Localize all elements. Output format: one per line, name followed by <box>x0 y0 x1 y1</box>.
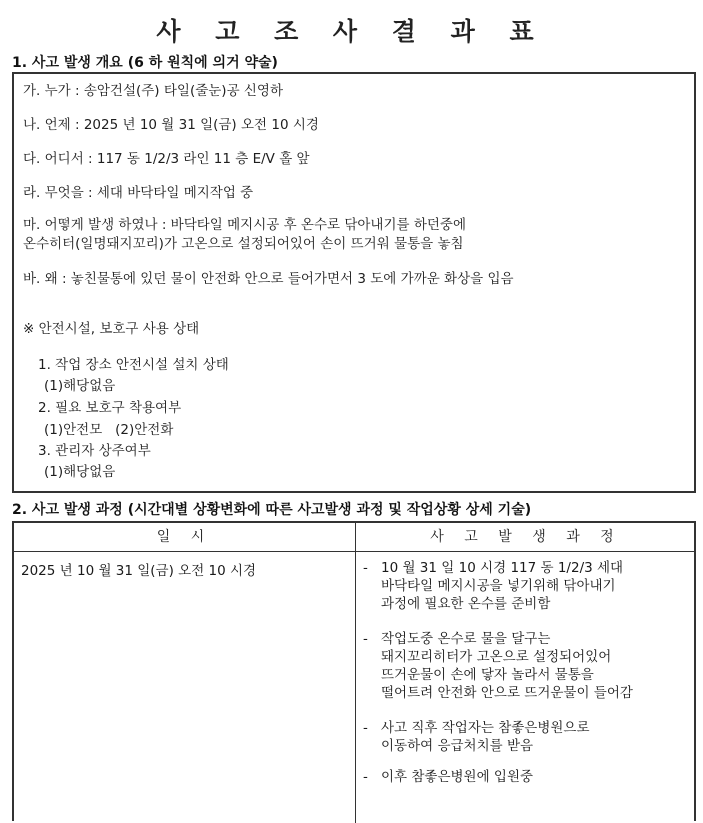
event-item <box>363 719 590 755</box>
overview-when: 나. 언제 : 2025 년 10 월 31 일(금) 오전 10 시경 <box>23 117 319 133</box>
event-item <box>363 768 533 786</box>
event-line: 떨어트려 안전화 안으로 뜨거운물이 들어감 <box>381 685 633 701</box>
safety-item-1: 1. 작업 장소 안전시설 설치 상태 <box>38 357 229 373</box>
process-table <box>12 521 696 821</box>
event-line: 이후 참좋은병원에 입원중 <box>381 769 534 785</box>
event-line: 작업도중 온수로 물을 달구는 <box>381 631 551 647</box>
overview-where: 다. 어디서 : 117 동 1/2/3 라인 11 층 E/V 홀 앞 <box>23 151 310 167</box>
event-item <box>363 630 633 702</box>
section2-heading: 2. 사고 발생 과정 (시간대별 상황변화에 따른 사고발생 과정 및 작업상황 상세 기술) <box>12 502 532 518</box>
safety-item-1-answer: (1)해당없음 <box>44 378 116 394</box>
column-divider <box>355 523 356 823</box>
header-process: 사 고 발 생 과 정 <box>430 529 622 545</box>
bullet-dash: - <box>363 631 368 647</box>
event-line: 이동하여 응급처치를 받음 <box>381 738 534 754</box>
header-time: 일 시 <box>156 529 213 545</box>
overview-how: 마. 어떻게 발생 하였나 : 바닥타일 메지시공 후 온수로 닦아내기를 하던중에 <box>23 217 466 233</box>
bullet-dash: - <box>363 769 368 785</box>
overview-what: 라. 무엇을 : 세대 바닥타일 메지작업 중 <box>23 185 254 201</box>
overview-box <box>12 72 696 493</box>
overview-how-cont: 온수히터(일명돼지꼬리)가 고온으로 설정되어있어 손이 뜨거워 물통을 놓침 <box>23 236 464 252</box>
event-line: 돼지꼬리히터가 고온으로 설정되어있어 <box>381 649 612 665</box>
safety-item-2: 2. 필요 보호구 착용여부 <box>38 400 182 416</box>
document-title: 사 고 조 사 결 과 표 <box>156 17 547 46</box>
safety-status-heading: ※ 안전시설, 보호구 사용 상태 <box>23 321 200 337</box>
overview-who: 가. 누가 : 송암건설(주) 타일(줄눈)공 신영하 <box>23 83 284 99</box>
overview-why: 바. 왜 : 놓친물통에 있던 물이 안전화 안으로 들어가면서 3 도에 가까운 화상을 입음 <box>23 271 514 287</box>
safety-item-3: 3. 관리자 상주여부 <box>38 443 151 459</box>
event-line: 사고 직후 작업자는 참좋은병원으로 <box>381 720 590 736</box>
event-line: 과정에 필요한 온수를 준비함 <box>381 596 551 612</box>
safety-item-2-answer: (1)안전모 (2)안전화 <box>44 422 174 438</box>
event-line: 10 월 31 일 10 시경 117 동 1/2/3 세대 <box>381 560 624 576</box>
safety-item-3-answer: (1)해당없음 <box>44 464 116 480</box>
bullet-dash: - <box>363 720 368 736</box>
event-line: 바닥타일 메지시공을 넣기위해 닦아내기 <box>381 578 616 594</box>
event-item <box>363 559 623 613</box>
event-date: 2025 년 10 월 31 일(금) 오전 10 시경 <box>21 563 257 579</box>
event-line: 뜨거운물이 손에 닿자 놀라서 물통을 <box>381 667 594 683</box>
section1-heading: 1. 사고 발생 개요 (6 하 원칙에 의거 약술) <box>12 55 278 71</box>
bullet-dash: - <box>363 560 368 576</box>
